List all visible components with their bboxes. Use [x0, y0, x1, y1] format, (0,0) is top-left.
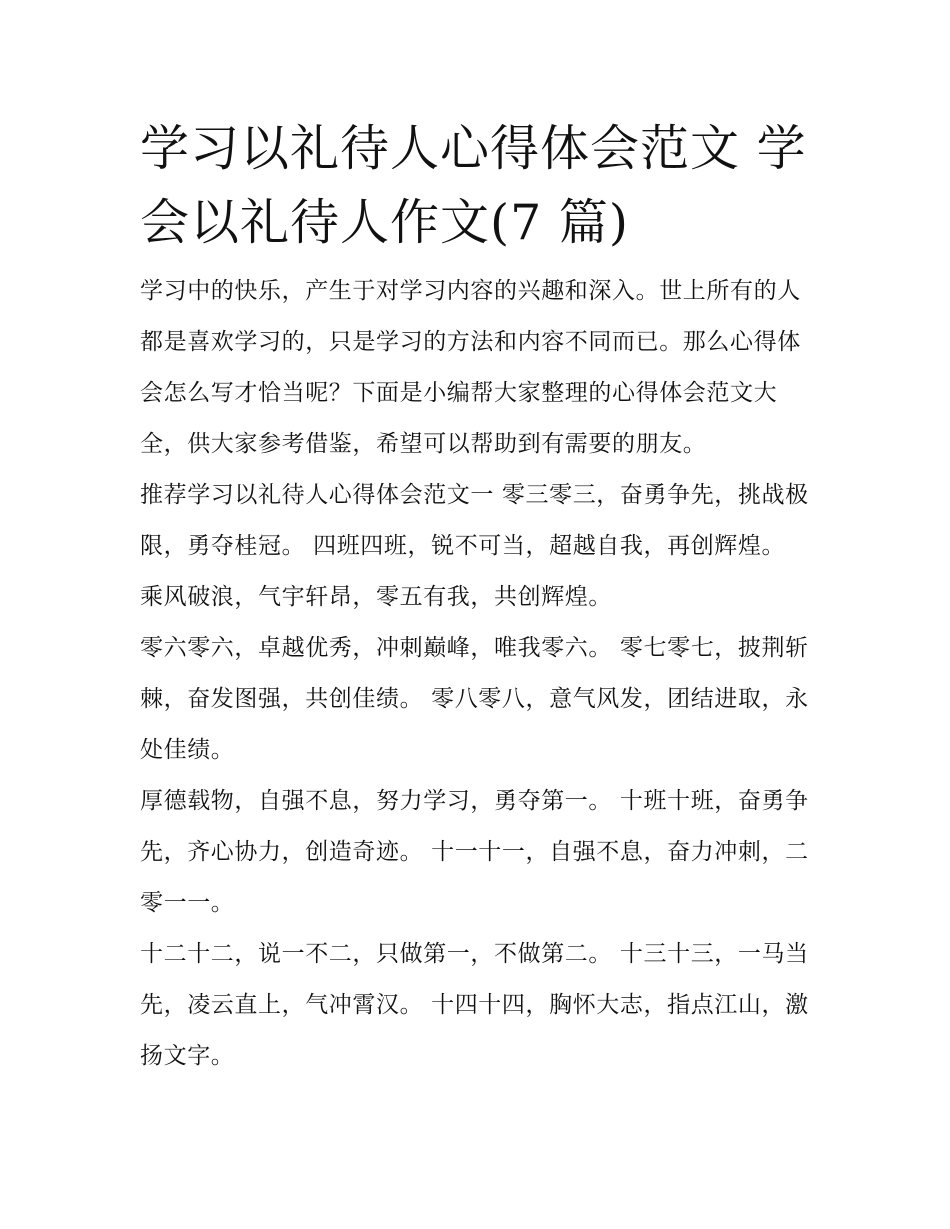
document-body	[140, 112, 812, 1082]
document-title: 学习以礼待人心得体会范文 学会以礼待人作文(7 篇)	[140, 120, 807, 251]
paragraph-slogans-4: 十二十二，说一不二，只做第一，不做第二。 十三十三，一马当先，凌云直上，气冲霄汉。 十四十四，胸怀大志，指点江山，激扬文字。	[140, 941, 809, 1069]
paragraph-slogans-1: 推荐学习以礼待人心得体会范文一 零三零三，奋勇争先，挑战极限，勇夺桂冠。 四班四班，锐不可当，超越自我，再创辉煌。 乘风破浪，气宇轩昂，零五有我，共创辉煌。	[140, 482, 809, 610]
paragraph-slogans-2: 零六零六，卓越优秀，冲刺巅峰，唯我零六。 零七零七，披荆斩棘，奋发图强，共创佳绩。 零八零八，意气风发，团结进取，永处佳绩。	[140, 635, 809, 763]
paragraph-slogans-3: 厚德载物，自强不息，努力学习，勇夺第一。 十班十班，奋勇争先，齐心协力，创造奇迹。 十一十一，自强不息，奋力冲刺，二零一一。	[140, 788, 809, 916]
paragraph-intro: 学习中的快乐，产生于对学习内容的兴趣和深入。世上所有的人都是喜欢学习的，只是学习的方法和内容不同而已。那么心得体会怎么写才恰当呢？下面是小编帮大家整理的心得体会范文大全，供大家参考借鉴，希望可以帮助到有需要的朋友。	[140, 278, 801, 457]
